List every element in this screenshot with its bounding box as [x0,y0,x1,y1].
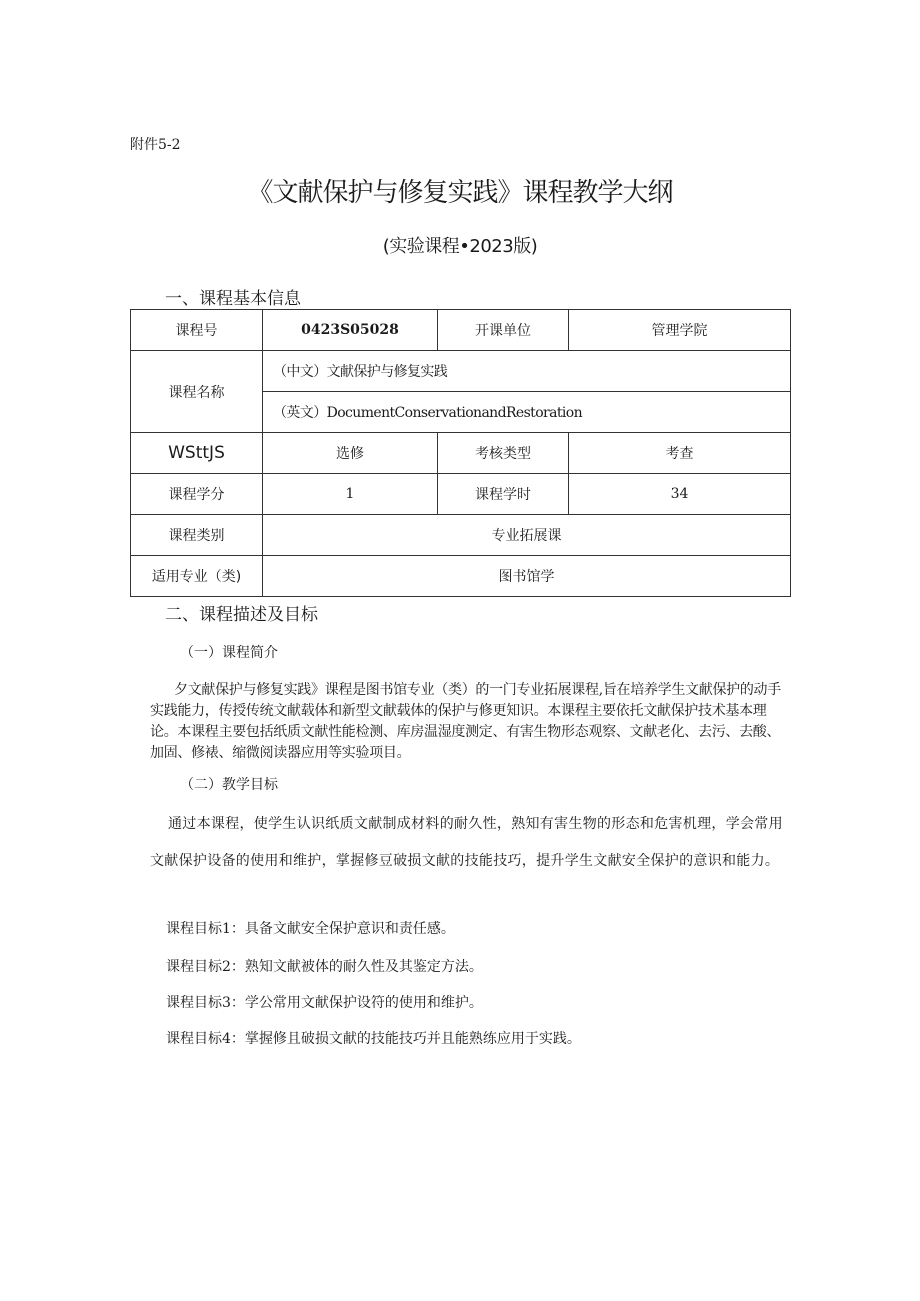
course-nature-label: WSttJS [131,433,263,474]
table-row [131,433,791,474]
course-code-value: 0423S05028 [263,310,438,351]
goal-heading: （二）教学目标 [180,777,278,793]
table-row [131,515,791,556]
course-info-table [130,309,791,597]
section-heading-description: 二、课程描述及目标 [165,605,318,625]
unit-value: 管理学院 [569,310,791,351]
table-row [131,474,791,515]
course-name-en: （英文）DocumentConservationandRestoration [263,392,791,433]
course-nature-value: 选修 [263,433,438,474]
hours-value: 34 [569,474,791,515]
category-label: 课程类别 [131,515,263,556]
goal-paragraph: 通过本课程，使学生认识纸质文献制成材料的耐久性，熟知有害生物的形态和危害机理，学会常用文献保护设备的使用和维护，掌握修豆破损文献的技能技巧，提升学生文献安全保护的意识和能力。 [150,816,783,869]
hours-label: 课程学时 [438,474,569,515]
course-code-label: 课程号 [131,310,263,351]
intro-heading: （一）课程简介 [180,645,278,661]
category-value: 专业拓展课 [263,515,791,556]
objective-3: 课程目标3：学公常用文献保护设符的使用和维护。 [166,995,483,1011]
objective-4: 课程目标4：掌握修且破损文献的技能技巧并且能熟练应用于实践。 [166,1031,581,1047]
table-row [131,310,791,351]
table-row [131,556,791,597]
attachment-label: 附件5-2 [130,137,181,153]
major-value: 图书馆学 [263,556,791,597]
course-name-cn: （中文）文献保护与修复实践 [263,351,791,392]
exam-type-label: 考核类型 [438,433,569,474]
intro-paragraph: 夕文献保护与修复实践》课程是图书馆专业（类）的一门专业拓展课程,旨在培养学生文献保护的动手实践能力，传授传统文献载体和新型文献载体的保护与修更知识。本课程主要依托文献保护技术基本理论。本课程主要包括纸质文献性能检测、库房温湿度测定、有害生物形态观察、文献老化、去污、去酸、加固、修裱、缩微阅读器应用等实验项目。 [150,682,781,761]
page-subtitle: (实验课程•2023版) [382,236,538,257]
unit-label: 开课单位 [438,310,569,351]
credit-label: 课程学分 [131,474,263,515]
objective-1: 课程目标1：具备文献安全保护意识和责任感。 [166,921,455,937]
page-title: 《文献保护与修复实践》课程教学大纲 [247,178,673,208]
exam-type-value: 考查 [569,433,791,474]
objective-2: 课程目标2：熟知文献被体的耐久性及其鉴定方法。 [166,959,483,975]
credit-value: 1 [263,474,438,515]
section-heading-basic-info: 一、课程基本信息 [165,289,301,309]
table-row [131,351,791,392]
course-name-label: 课程名称 [131,351,263,433]
major-label: 适用专业（类) [131,556,263,597]
